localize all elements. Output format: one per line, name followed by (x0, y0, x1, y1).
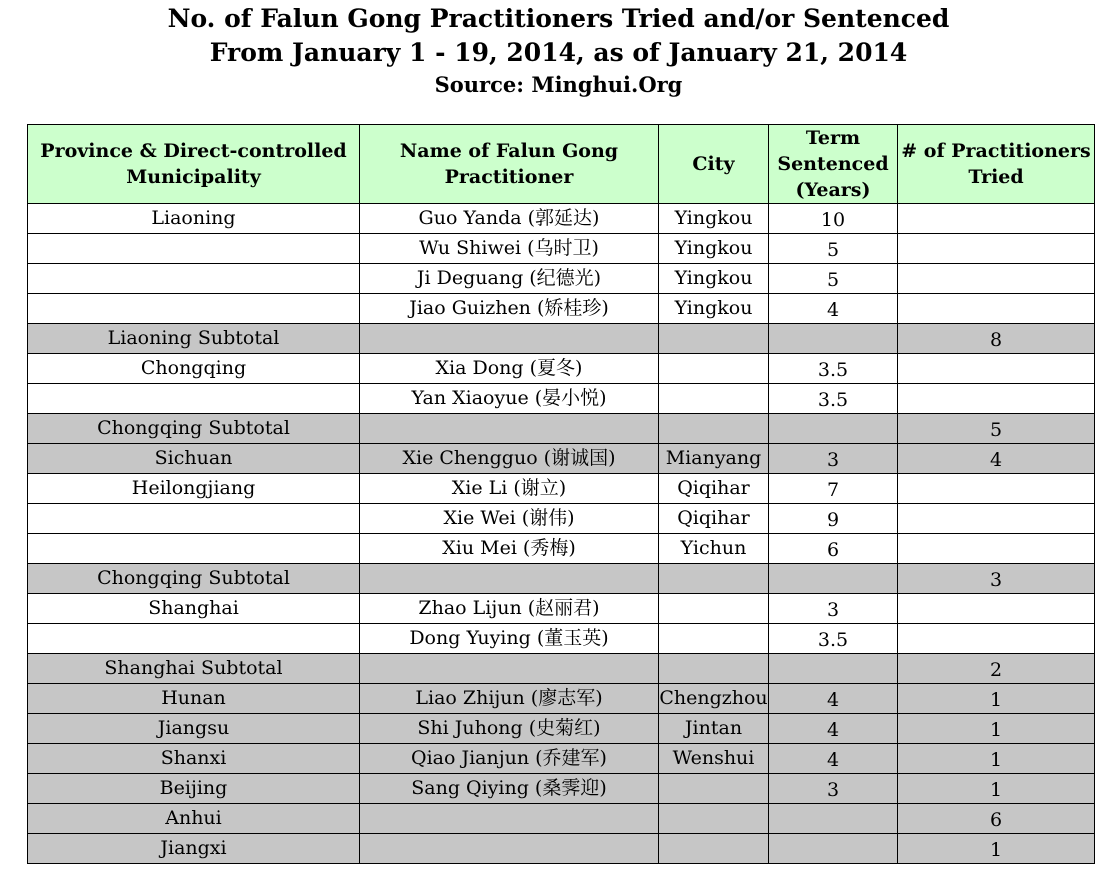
cell-province: Beijing (28, 774, 360, 804)
cell-term: 7 (769, 474, 898, 504)
cell-tried: 8 (898, 324, 1095, 354)
cell-tried (898, 534, 1095, 564)
table-row-shaded (28, 774, 1095, 804)
cell-name: Sang Qiying (桑霁迎) (360, 774, 659, 804)
cell-term (769, 834, 898, 864)
cell-name (360, 804, 659, 834)
cell-tried (898, 594, 1095, 624)
cell-tried (898, 264, 1095, 294)
cell-province: Hunan (28, 684, 360, 714)
cell-tried: 1 (898, 744, 1095, 774)
cell-name: Zhao Lijun (赵丽君) (360, 594, 659, 624)
cell-city (659, 354, 769, 384)
table-row (28, 234, 1095, 264)
cell-term: 4 (769, 744, 898, 774)
cell-term (769, 324, 898, 354)
cell-term: 9 (769, 504, 898, 534)
cell-tried (898, 354, 1095, 384)
cell-tried: 6 (898, 804, 1095, 834)
cell-tried: 3 (898, 564, 1095, 594)
cell-province: Chongqing Subtotal (28, 564, 360, 594)
cell-term (769, 564, 898, 594)
cell-tried: 2 (898, 654, 1095, 684)
cell-term: 6 (769, 534, 898, 564)
cell-tried (898, 204, 1095, 234)
cell-city: Qiqihar (659, 504, 769, 534)
cell-term (769, 804, 898, 834)
cell-term: 3 (769, 444, 898, 474)
header-city: City (659, 125, 769, 204)
cell-city: Jintan (659, 714, 769, 744)
cell-city (659, 564, 769, 594)
cell-tried: 5 (898, 414, 1095, 444)
cell-term: 3 (769, 594, 898, 624)
cell-name: Xie Li (谢立) (360, 474, 659, 504)
cell-tried (898, 294, 1095, 324)
cell-term: 3.5 (769, 354, 898, 384)
cell-name: Dong Yuying (董玉英) (360, 624, 659, 654)
cell-tried: 1 (898, 684, 1095, 714)
page-subtitle: From January 1 - 19, 2014, as of January 21, 2014 (209, 38, 908, 67)
cell-term: 3.5 (769, 384, 898, 414)
cell-province: Liaoning (28, 204, 360, 234)
cell-city: Yingkou (659, 264, 769, 294)
table-header-row (28, 125, 1095, 204)
table-row-shaded (28, 684, 1095, 714)
cell-province: Shanghai (28, 594, 360, 624)
cell-province (28, 294, 360, 324)
cell-name: Qiao Jianjun (乔建军) (360, 744, 659, 774)
cell-city: Yichun (659, 534, 769, 564)
header-province: Province & Direct-controlled Municipality (28, 125, 360, 204)
cell-tried (898, 624, 1095, 654)
table-row-shaded (28, 744, 1095, 774)
cell-tried: 1 (898, 774, 1095, 804)
cell-name: Wu Shiwei (乌时卫) (360, 234, 659, 264)
cell-term (769, 654, 898, 684)
cell-province (28, 504, 360, 534)
header-term: Term Sentenced (Years) (769, 125, 898, 204)
cell-city (659, 654, 769, 684)
cell-city: Qiqihar (659, 474, 769, 504)
cell-city: Yingkou (659, 234, 769, 264)
cell-tried (898, 234, 1095, 264)
table-row-shaded (28, 324, 1095, 354)
cell-name: Xie Chengguo (谢诚国) (360, 444, 659, 474)
cell-province: Jiangsu (28, 714, 360, 744)
cell-city (659, 414, 769, 444)
cell-name: Ji Deguang (纪德光) (360, 264, 659, 294)
cell-name: Xia Dong (夏冬) (360, 354, 659, 384)
cell-city: Yingkou (659, 204, 769, 234)
cell-term: 3.5 (769, 624, 898, 654)
cell-province (28, 534, 360, 564)
cell-province: Shanxi (28, 744, 360, 774)
cell-term: 5 (769, 234, 898, 264)
cell-city (659, 624, 769, 654)
cell-province: Chongqing Subtotal (28, 414, 360, 444)
cell-city (659, 594, 769, 624)
cell-term (769, 414, 898, 444)
table-row (28, 384, 1095, 414)
cell-name: Jiao Guizhen (矫桂珍) (360, 294, 659, 324)
cell-term: 4 (769, 684, 898, 714)
table-row-shaded (28, 834, 1095, 864)
table-row (28, 474, 1095, 504)
cell-name: Shi Juhong (史菊红) (360, 714, 659, 744)
cell-city: Chengzhou (659, 684, 769, 714)
cell-province: Liaoning Subtotal (28, 324, 360, 354)
cell-province: Shanghai Subtotal (28, 654, 360, 684)
table-row (28, 534, 1095, 564)
cell-tried: 4 (898, 444, 1095, 474)
cell-name: Liao Zhijun (廖志军) (360, 684, 659, 714)
cell-term: 3 (769, 774, 898, 804)
cell-tried: 1 (898, 834, 1095, 864)
cell-name (360, 654, 659, 684)
cell-province (28, 624, 360, 654)
table-row (28, 204, 1095, 234)
table-row-shaded (28, 714, 1095, 744)
cell-tried: 1 (898, 714, 1095, 744)
cell-name: Yan Xiaoyue (晏小悦) (360, 384, 659, 414)
cell-city: Yingkou (659, 294, 769, 324)
table-body (28, 204, 1095, 864)
cell-term: 10 (769, 204, 898, 234)
cell-name (360, 414, 659, 444)
cell-city (659, 834, 769, 864)
cell-city (659, 774, 769, 804)
cell-name: Xiu Mei (秀梅) (360, 534, 659, 564)
cell-city: Mianyang (659, 444, 769, 474)
header-name: Name of Falun Gong Practitioner (360, 125, 659, 204)
cell-term: 5 (769, 264, 898, 294)
table-row (28, 594, 1095, 624)
cell-name: Xie Wei (谢伟) (360, 504, 659, 534)
table-row-shaded (28, 564, 1095, 594)
cell-province: Jiangxi (28, 834, 360, 864)
practitioners-table (27, 124, 1095, 864)
cell-term: 4 (769, 714, 898, 744)
table-row (28, 294, 1095, 324)
cell-city (659, 804, 769, 834)
cell-tried (898, 384, 1095, 414)
page-title: No. of Falun Gong Practitioners Tried and/or Sentenced (167, 4, 950, 33)
table-row (28, 504, 1095, 534)
cell-province (28, 234, 360, 264)
table-row (28, 264, 1095, 294)
table-row-shaded (28, 654, 1095, 684)
cell-city (659, 324, 769, 354)
table-row (28, 354, 1095, 384)
cell-province (28, 384, 360, 414)
cell-city: Wenshui (659, 744, 769, 774)
cell-term: 4 (769, 294, 898, 324)
cell-name (360, 324, 659, 354)
cell-province: Sichuan (28, 444, 360, 474)
table-row-shaded (28, 804, 1095, 834)
header-tried: # of Practitioners Tried (898, 125, 1095, 204)
cell-tried (898, 504, 1095, 534)
cell-province: Chongqing (28, 354, 360, 384)
table-row (28, 624, 1095, 654)
cell-name: Guo Yanda (郭延达) (360, 204, 659, 234)
table-row-shaded (28, 444, 1095, 474)
cell-name (360, 564, 659, 594)
cell-province: Heilongjiang (28, 474, 360, 504)
cell-city (659, 384, 769, 414)
cell-province (28, 264, 360, 294)
cell-name (360, 834, 659, 864)
source-line: Source: Minghui.Org (434, 72, 683, 97)
cell-province: Anhui (28, 804, 360, 834)
table-row-shaded (28, 414, 1095, 444)
cell-tried (898, 474, 1095, 504)
